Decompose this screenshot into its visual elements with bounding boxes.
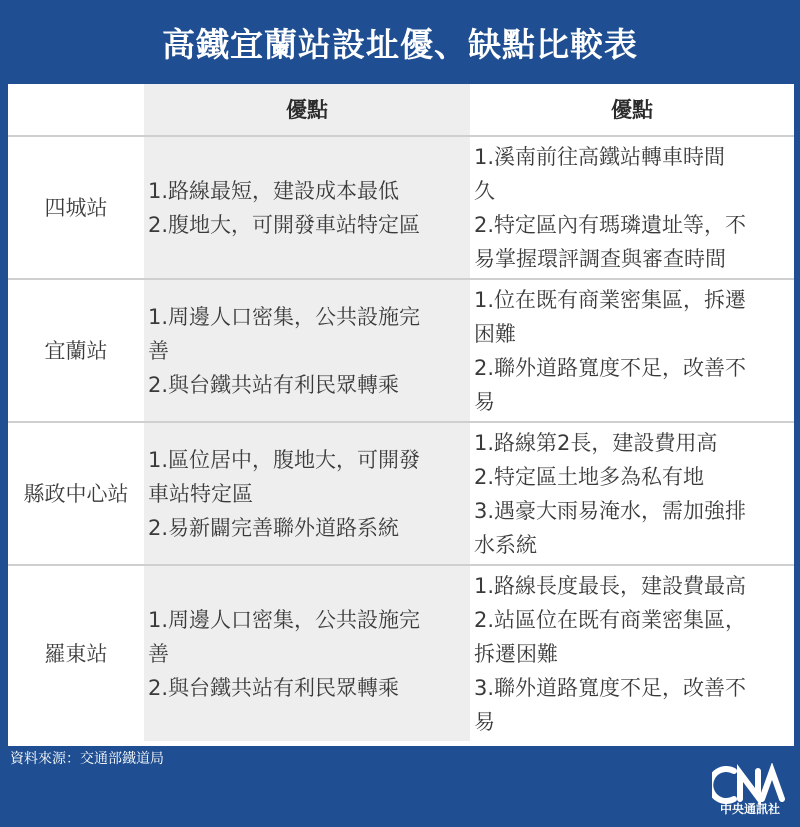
pros-line: 1.周邊人口密集，公共設施完: [148, 607, 421, 632]
pros-line: 1.區位居中，腹地大，可開發: [148, 447, 421, 472]
cons-line: 久: [474, 178, 495, 203]
table-row: [8, 279, 794, 422]
cons-cell: [470, 565, 794, 741]
cons-line: 1.路線長度最長，建設費最高: [474, 573, 747, 598]
logo-caption: 中央通訊社: [719, 802, 780, 816]
cons-line: 1.溪南前往高鐵站轉車時間: [474, 144, 726, 169]
station-name: 縣政中心站: [8, 422, 144, 565]
pros-line: 善: [148, 338, 169, 363]
comparison-table: [8, 84, 794, 741]
cons-line: 2.聯外道路寬度不足，改善不: [474, 355, 747, 380]
cons-cell: [470, 136, 794, 279]
pros-line: 2.腹地大，可開發車站特定區: [148, 212, 421, 237]
cons-line: 拆遷困難: [474, 641, 558, 666]
pros-line: 1.周邊人口密集，公共設施完: [148, 304, 421, 329]
header-station: [8, 84, 144, 136]
cons-line: 2.特定區內有瑪璘遺址等，不: [474, 212, 747, 237]
pros-line: 2.與台鐵共站有利民眾轉乘: [148, 675, 400, 700]
cons-cell: [470, 279, 794, 422]
cons-cell: [470, 422, 794, 565]
station-name: 四城站: [8, 136, 144, 279]
cons-line: 易: [474, 709, 495, 734]
pros-cell: [144, 279, 470, 422]
cons-line: 易: [474, 389, 495, 414]
source-note: 資料來源：交通部鐵道局: [10, 751, 164, 767]
pros-cell: [144, 565, 470, 741]
cons-line: 困難: [474, 321, 516, 346]
station-name: 羅東站: [8, 565, 144, 741]
cons-line: 1.路線第2長，建設費用高: [474, 430, 718, 455]
cons-line: 3.遇豪大雨易淹水，需加強排: [474, 498, 747, 523]
table-header-row: [8, 84, 794, 136]
table-row: [8, 136, 794, 279]
cons-line: 3.聯外道路寬度不足，改善不: [474, 675, 747, 700]
pros-cell: [144, 422, 470, 565]
cons-line: 1.位在既有商業密集區，拆遷: [474, 287, 747, 312]
pros-line: 2.與台鐵共站有利民眾轉乘: [148, 372, 400, 397]
cons-line: 易掌握環評調查與審查時間: [474, 246, 726, 271]
pros-line: 車站特定區: [148, 481, 253, 506]
station-name: 宜蘭站: [8, 279, 144, 422]
comparison-table-container: [8, 84, 794, 746]
cons-line: 水系統: [474, 532, 537, 557]
pros-line: 2.易新闢完善聯外道路系統: [148, 515, 400, 540]
pros-line: 善: [148, 641, 169, 666]
table-row: [8, 565, 794, 741]
table-row: [8, 422, 794, 565]
header-cons: 優點: [470, 84, 794, 136]
pros-cell: [144, 136, 470, 279]
cons-line: 2.特定區土地多為私有地: [474, 464, 705, 489]
pros-line: 1.路線最短，建設成本最低: [148, 178, 400, 203]
cons-line: 2.站區位在既有商業密集區，: [474, 607, 747, 632]
page-title: 高鐵宜蘭站設址優、缺點比較表: [162, 24, 638, 64]
header-pros: 優點: [144, 84, 470, 136]
